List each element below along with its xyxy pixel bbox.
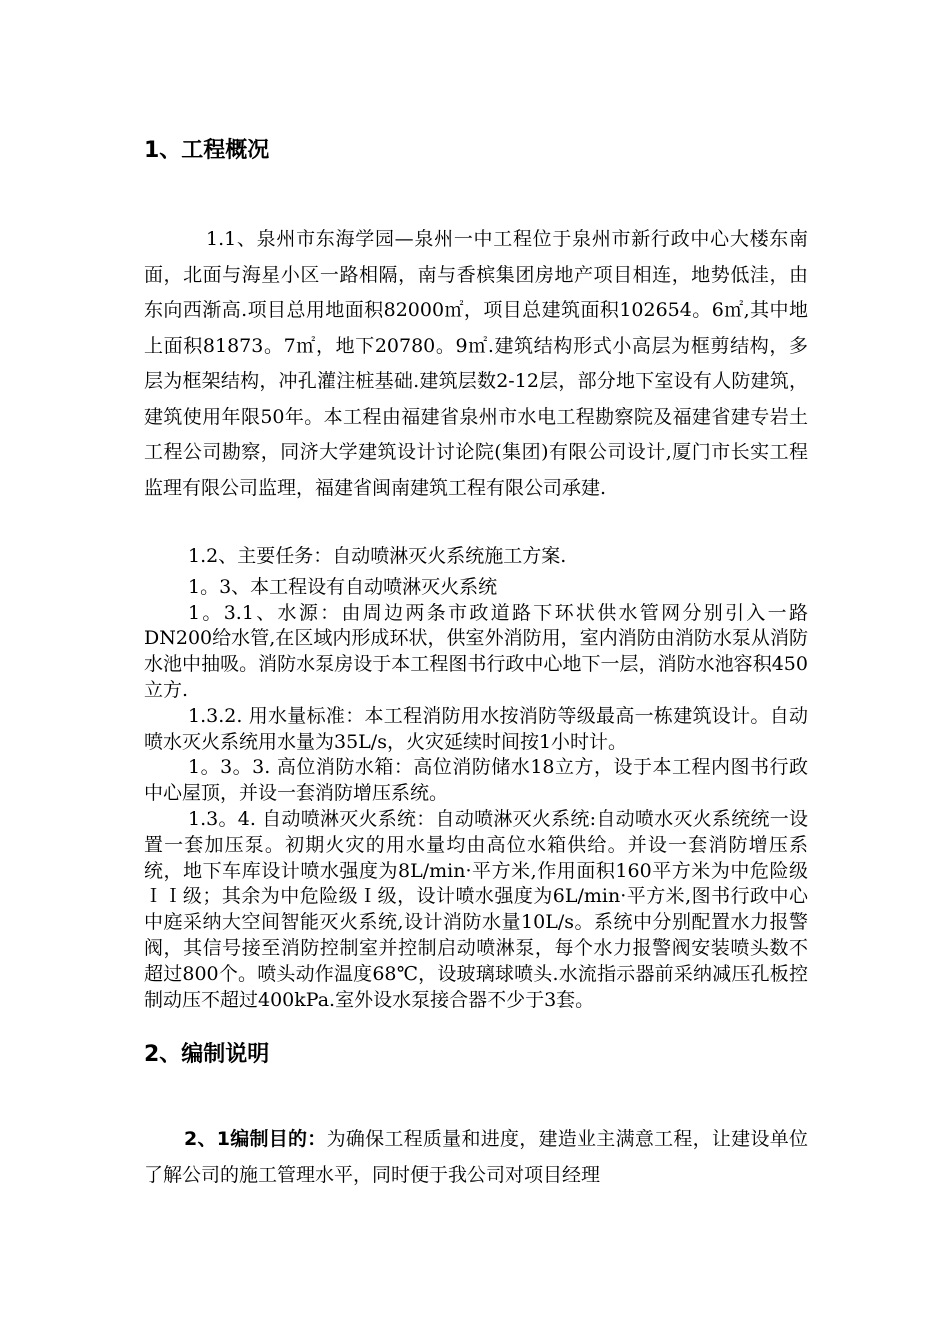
- paragraph-1-3-1: 1。3.1、水源：由周边两条市政道路下环状供水管网分别引入一路DN200给水管,在区域内形成环状，供室外消防用，室内消防由消防水泵从消防水池中抽吸。消防水泵房设于本工程图书行政中心地下一层，消防水池容积450立方.: [144, 601, 808, 701]
- paragraph-1-3: 1。3、本工程设有自动喷淋灭火系统: [188, 575, 498, 598]
- paragraph-1-3-3: 1。3。3. 高位消防水箱：高位消防储水18立方，设于本工程内图书行政中心屋顶，并设一套消防增压系统。: [144, 756, 808, 805]
- section-2-purpose: [144, 1122, 808, 1193]
- purpose-label: 2、1编制目的：: [184, 1128, 327, 1150]
- section-2-heading: 2、编制说明: [144, 1042, 270, 1067]
- paragraph-1-2: 1.2、主要任务：自动喷淋灭火系统施工方案.: [188, 545, 567, 567]
- paragraph-1-1: 1.1、泉州市东海学园—泉州一中工程位于泉州市新行政中心大楼东南面，北面与海星小区一路相隔，南与香槟集团房地产项目相连，地势低洼，由东向西渐高.项目总用地面积82000㎡，项目总建筑面积102654。6㎡,其中地上面积81873。7㎡，地下20780。9㎡.建筑结构形式小高层为框剪结构，多层为框架结构，冲孔灌注桩基础.建筑层数2-12层，部分地下室设有人防建筑，建筑使用年限50年。本工程由福建省泉州市水电工程勘察院及福建省建专岩土工程公司勘察，同济大学建筑设计讨论院(集团)有限公司设计,厦门市长实工程监理有限公司监理，福建省闽南建筑工程有限公司承建.: [144, 228, 808, 499]
- paragraph-1-3-4: 1.3。4. 自动喷淋灭火系统：自动喷淋灭火系统:自动喷水灭火系统统一设置一套加压泵。初期火灾的用水量均由高位水箱供给。并设一套消防增压系统，地下车库设计喷水强度为8L/min·平方米,作用面积160平方米为中危险级ＩＩ级；其余为中危险级Ｉ级，设计喷水强度为6L/min·平方米,图书行政中心中庭采纳大空间智能灭火系统,设计消防水量10L/s。系统中分别配置水力报警阀，其信号接至消防控制室并控制启动喷淋泵，每个水力报警阀安装喷头数不超过800个。喷头动作温度68℃，设玻璃球喷头.水流指示器前采纳减压孔板控制动压不超过400kPa.室外设水泵接合器不少于3套。: [144, 807, 808, 1011]
- purpose-text: 为确保工程质量和进度，建造业主满意工程，让建设单位了解公司的施工管理水平，同时便于我公司对项目经理: [144, 1128, 808, 1186]
- section-1-details: [144, 544, 808, 1013]
- section-1-overview: [144, 222, 808, 506]
- paragraph-2-1: [144, 1122, 808, 1193]
- paragraph-1-3-2: 1.3.2. 用水量标准：本工程消防用水按消防等级最高一栋建筑设计。自动喷水灭火系统用水量为35L/s，火灾延续时间按1小时计。: [144, 704, 808, 753]
- section-1-heading: 1、工程概况: [144, 138, 270, 163]
